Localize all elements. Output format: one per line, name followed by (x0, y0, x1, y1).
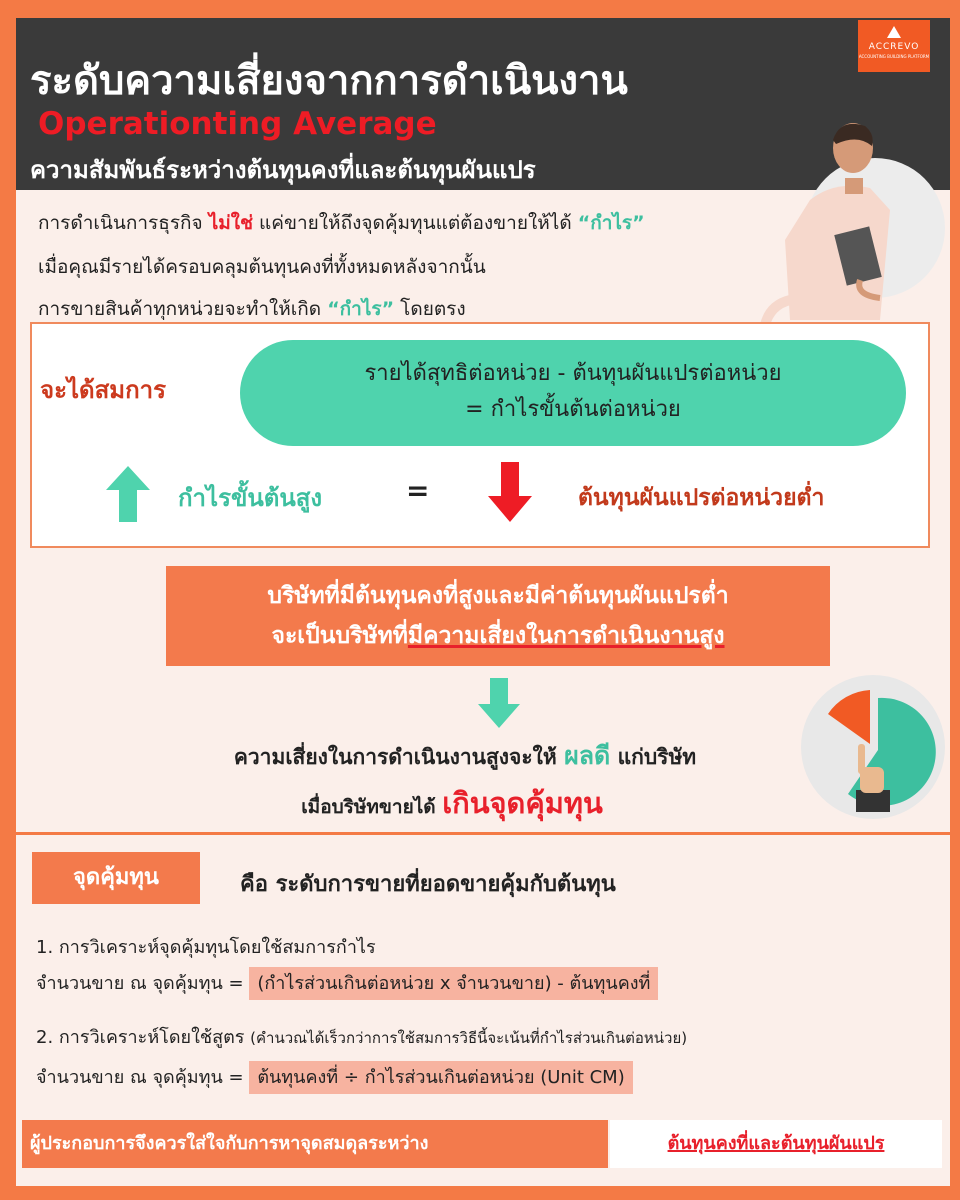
gross-profit-high: กำไรขั้นต้นสูง (178, 484, 323, 512)
logo-mark-icon (887, 26, 901, 38)
intro-text: การขายสินค้าทุกหน่วยจะทำให้เกิด (38, 298, 328, 320)
banner-underlined: มีความเสี่ยงในการดำเนินงานสูง (407, 623, 725, 649)
method-1-title: 1. การวิเคราะห์จุดคุ้มทุนโดยใช้สมการกำไร (36, 937, 376, 958)
equation-pill (240, 340, 906, 446)
conclusion-text: แก่บริษัท (610, 745, 697, 769)
variable-cost-low: ต้นทุนผันแปรต่อหน่วยต่ำ (578, 485, 825, 511)
page-title: ระดับความเสี่ยงจากการดำเนินงาน (30, 58, 628, 104)
conclusion-exceed-highlight: เกินจุดคุ้มทุน (442, 786, 603, 820)
formula-lhs: จำนวนขาย ณ จุดคุ้มทุน = (36, 1067, 250, 1088)
intro-text: โดยตรง (394, 298, 466, 320)
equals-sign: = (406, 474, 430, 507)
businessman-illustration (740, 120, 945, 335)
conclusion-text: เมื่อบริษัทขายได้ (301, 796, 443, 818)
method-2-title (36, 1022, 687, 1051)
page-title-english: Operationting Average (38, 106, 437, 142)
formula-rhs-highlight: ต้นทุนคงที่ ÷ กำไรส่วนเกินต่อหน่วย (Unit CM) (249, 1061, 632, 1094)
conclusion-line-1 (0, 736, 930, 776)
banner-line-2 (166, 616, 830, 656)
banner-line-1: บริษัทที่มีต้นทุนคงที่สูงและมีค่าต้นทุนผันแปรต่ำ (267, 583, 729, 609)
logo-name: ACCREVO (868, 42, 920, 52)
up-arrow-icon (106, 466, 150, 522)
equation-label: จะได้สมการ (40, 376, 166, 404)
equation-line-2: = กำไรขั้นต้นต่อหน่วย (465, 397, 681, 422)
breakeven-definition: คือ ระดับการขายที่ยอดขายคุ้มกับต้นทุน (240, 872, 616, 897)
intro-not-highlight: ไม่ใช่ (208, 212, 253, 234)
formula-rhs-highlight: (กำไรส่วนเกินต่อหน่วย x จำนวนขาย) - ต้นทุนคงที่ (249, 967, 658, 1000)
accrevo-logo (858, 20, 930, 72)
intro-text: การดำเนินการธุรกิจ (38, 212, 209, 234)
breakeven-tag: จุดคุ้มทุน (32, 852, 200, 904)
intro-text: แค่ขายให้ถึงจุดคุ้มทุนแต่ต้องขายให้ได้ (252, 212, 578, 234)
footer-highlight: ต้นทุนคงที่และต้นทุนผันแปร (667, 1133, 885, 1154)
down-arrow-icon (478, 678, 520, 728)
intro-line-3 (38, 294, 466, 324)
method-1-formula (36, 968, 658, 997)
footer-message: ผู้ประกอบการจึงควรใส่ใจกับการหาจุดสมดุลระหว่าง (22, 1120, 608, 1168)
page-subtitle: ความสัมพันธ์ระหว่างต้นทุนคงที่และต้นทุนผันแปร (30, 156, 536, 184)
method-2-formula (36, 1062, 633, 1091)
section-divider (16, 832, 950, 835)
method-2-title-text: 2. การวิเคราะห์โดยใช้สูตร (36, 1027, 251, 1048)
high-risk-banner (166, 566, 830, 666)
conclusion-text: ความเสี่ยงในการดำเนินงานสูงจะให้ (233, 745, 565, 769)
banner-text: จะเป็นบริษัทที่ (271, 623, 408, 649)
intro-line-2: เมื่อคุณมีรายได้ครอบคลุมต้นทุนคงที่ทั้งหมดหลังจากนั้น (38, 256, 486, 278)
equation-line-1: รายได้สุทธิต่อหน่วย - ต้นทุนผันแปรต่อหน่วย (364, 361, 782, 386)
intro-profit-highlight: “กำไร” (327, 298, 395, 320)
footer-highlight-box (610, 1120, 942, 1168)
intro-profit-highlight: “กำไร” (577, 212, 645, 234)
down-arrow-icon (488, 462, 532, 522)
intro-line-1 (38, 208, 645, 238)
conclusion-line-2 (0, 780, 904, 826)
conclusion-good-highlight: ผลดี (564, 741, 611, 770)
method-2-note: (คำนวณได้เร็วกว่าการใช้สมการวิธีนี้จะเน้นที่กำไรส่วนเกินต่อหน่วย) (250, 1029, 688, 1047)
formula-lhs: จำนวนขาย ณ จุดคุ้มทุน = (36, 973, 250, 994)
logo-tagline: ACCOUNTING BUILDING PLATFORM (858, 54, 930, 59)
